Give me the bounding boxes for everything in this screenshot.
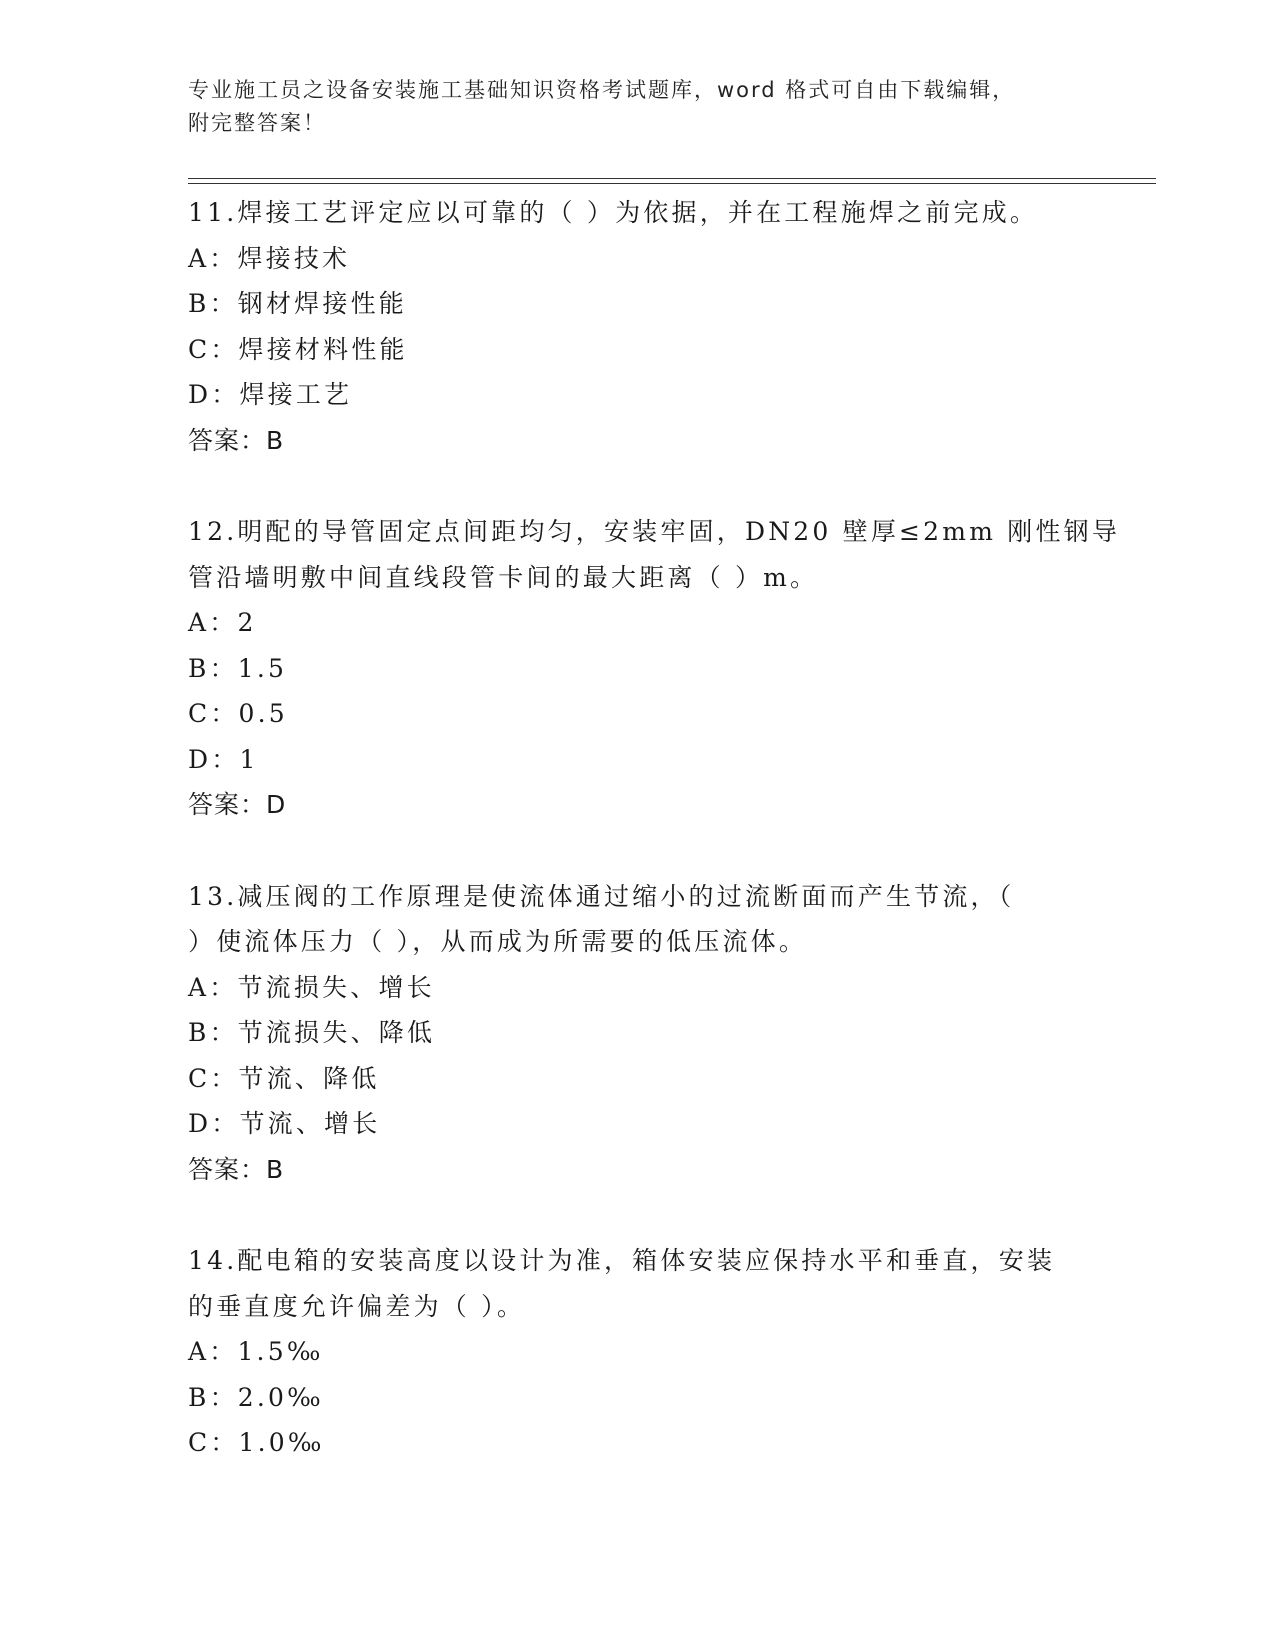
question-12 <box>188 509 1121 828</box>
header-line-2: 附完整答案！ <box>188 111 326 135</box>
option-d: D：节流、增长 <box>188 1109 381 1138</box>
question-text: 11.焊接工艺评定应以可靠的（ ）为依据，并在工程施焊之前完成。 <box>188 198 1039 227</box>
header-divider-bottom <box>188 183 1156 184</box>
question-list <box>188 190 1121 1466</box>
option-d: D：焊接工艺 <box>188 380 353 409</box>
question-text: 13.减压阀的工作原理是使流体通过缩小的过流断面而产生节流，（ <box>188 881 1015 911</box>
question-11 <box>188 190 1088 463</box>
question-14 <box>188 1238 1088 1466</box>
option-c: C：焊接材料性能 <box>188 334 408 364</box>
answer-label: 答案：D <box>188 790 287 819</box>
header-divider-top <box>188 178 1156 179</box>
option-a: A：2 <box>188 608 257 637</box>
spacer <box>188 1192 1088 1238</box>
spacer <box>188 463 1088 509</box>
option-c: C：1.0‰ <box>188 1428 325 1457</box>
question-text-continued: 的垂直度允许偏差为（ ）。 <box>188 1291 526 1321</box>
question-13 <box>188 874 1088 1193</box>
answer-label: 答案：B <box>188 1154 285 1184</box>
question-text: 12.明配的导管固定点间距均匀，安装牢固，DN20 壁厚≤2mm 刚性钢导 <box>188 517 1121 546</box>
option-a: A：1.5‰ <box>188 1337 324 1366</box>
header-line-1: 专业施工员之设备安装施工基础知识资格考试题库，word 格式可自由下载编辑， <box>188 78 1016 102</box>
option-a: A：焊接技术 <box>188 243 351 273</box>
option-b: B：1.5 <box>188 653 288 683</box>
option-c: C：0.5 <box>188 699 288 728</box>
question-text-continued: 管沿墙明敷中间直线段管卡间的最大距离（ ）m。 <box>188 562 819 592</box>
document-header <box>188 74 1088 140</box>
answer-label: 答案：B <box>188 425 285 455</box>
option-a: A：节流损失、增长 <box>188 972 435 1002</box>
option-c: C：节流、降低 <box>188 1063 380 1093</box>
question-text: 14.配电箱的安装高度以设计为准，箱体安装应保持水平和垂直，安装 <box>188 1246 1056 1275</box>
question-text-continued: ）使流体压力（ ），从而成为所需要的低压流体。 <box>188 927 808 956</box>
option-b: B：节流损失、降低 <box>188 1018 436 1047</box>
option-b: B：2.0‰ <box>188 1382 324 1412</box>
option-d: D：1 <box>188 744 259 774</box>
spacer <box>188 828 1088 874</box>
option-b: B：钢材焊接性能 <box>188 289 407 318</box>
